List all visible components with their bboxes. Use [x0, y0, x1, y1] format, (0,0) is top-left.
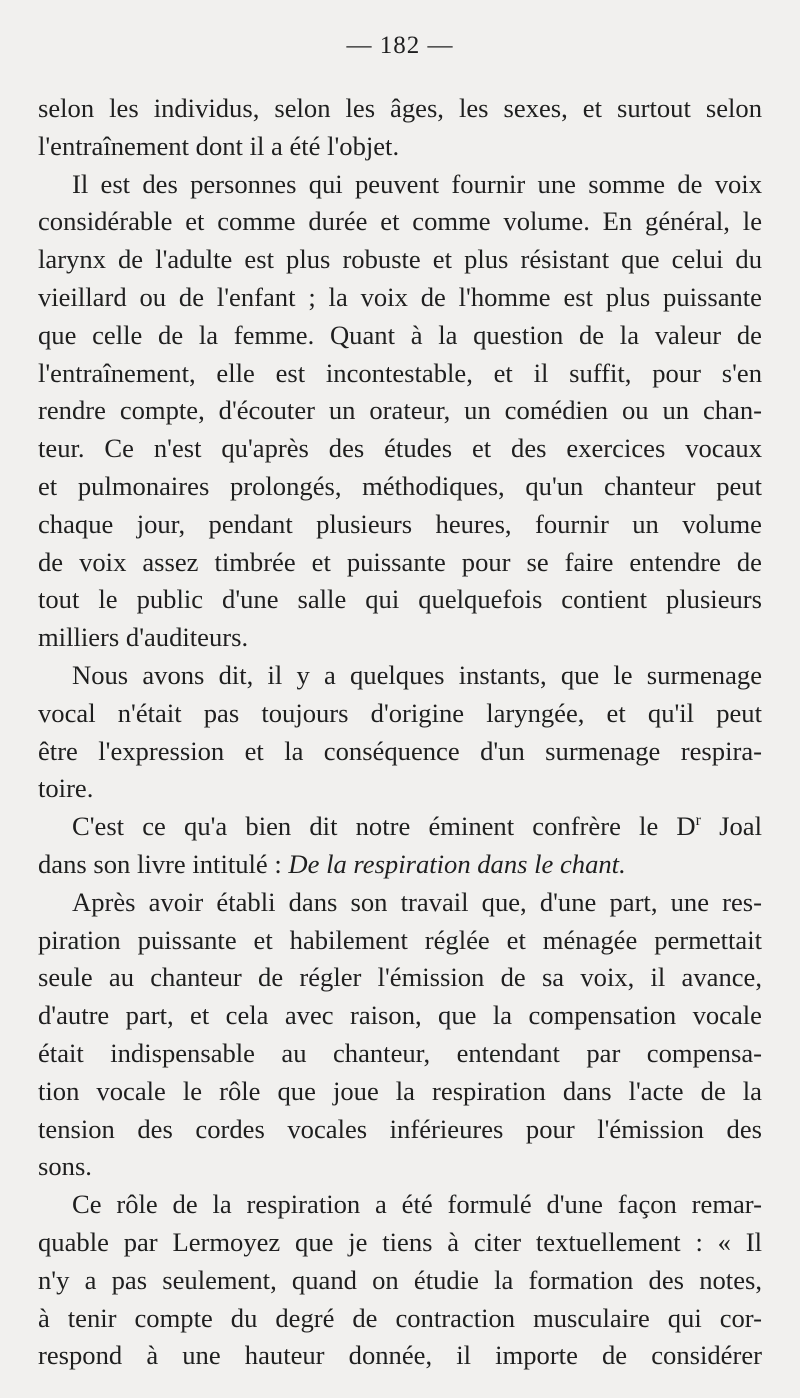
- text-line: [38, 808, 762, 846]
- text-line: seule au chanteur de régler l'émission de sa voix, il avance,: [38, 962, 762, 993]
- text-line: chaque jour, pendant plusieurs heures, fournir un volume: [38, 508, 762, 539]
- text-line: selon les individus, selon les âges, les sexes, et surtout selon: [38, 93, 762, 123]
- text-line: Il est des personnes qui peuvent fournir une somme de voix: [72, 168, 762, 199]
- text-line: l'entraînement dont il a été l'objet.: [38, 130, 400, 161]
- text-line: milliers d'auditeurs.: [38, 622, 249, 653]
- text-line: teur. Ce n'est qu'après des études et des exercices vocaux: [38, 433, 762, 464]
- text-line: l'entraînement, elle est incontestable, et il suffit, pour s'en: [38, 357, 762, 388]
- text-line: d'autre part, et cela avec raison, que la compensation vocale: [38, 1000, 762, 1031]
- paragraph-continuation: [38, 90, 762, 166]
- paragraph: [38, 884, 762, 1186]
- paragraph: [38, 808, 762, 884]
- text-line: considérable et comme durée et comme volume. En général, le: [38, 206, 762, 237]
- paragraph: [38, 657, 762, 808]
- text-line: Ce rôle de la respiration a été formulé d'une façon remar-: [72, 1189, 762, 1220]
- paragraph: [38, 1186, 762, 1375]
- text-line: tion vocale le rôle que joue la respiration dans l'acte de la: [38, 1075, 762, 1106]
- text-line: que celle de la femme. Quant à la question de la valeur de: [38, 319, 762, 350]
- text-line: Après avoir établi dans son travail que, d'une part, une res-: [72, 886, 762, 917]
- text-line: [38, 846, 762, 884]
- text-line: respond à une hauteur donnée, il importe de considérer: [38, 1340, 762, 1371]
- text-line: vieillard ou de l'enfant ; la voix de l'homme est plus puissante: [38, 281, 762, 312]
- paragraph: [38, 166, 762, 657]
- text-line: rendre compte, d'écouter un orateur, un comédien ou un chan-: [38, 395, 762, 426]
- text-line: était indispensable au chanteur, entendant par compensa-: [38, 1037, 762, 1068]
- text-line: sons.: [38, 1151, 92, 1182]
- text-line: être l'expression et la conséquence d'un surmenage respira-: [38, 735, 762, 766]
- text-segment: C'est ce qu'a bien dit notre éminent confrère le D: [72, 811, 696, 842]
- text-line: à tenir compte du degré de contraction musculaire qui cor-: [38, 1302, 762, 1333]
- book-title: De la respiration dans le chant.: [288, 848, 626, 879]
- text-line: vocal n'était pas toujours d'origine laryngée, et qu'il peut: [38, 697, 762, 728]
- text-line: de voix assez timbrée et puissante pour se faire entendre de: [38, 546, 762, 577]
- text-line: tension des cordes vocales inférieures pour l'émission des: [38, 1113, 762, 1144]
- text-segment: Joal: [700, 811, 762, 842]
- text-line: n'y a pas seulement, quand on étudie la formation des notes,: [38, 1264, 762, 1295]
- text-line: larynx de l'adulte est plus robuste et plus résistant que celui du: [38, 244, 762, 275]
- text-line: quable par Lermoyez que je tiens à citer textuellement : « Il: [38, 1226, 762, 1257]
- superscript: r: [695, 812, 701, 830]
- text-line: et pulmonaires prolongés, méthodiques, qu'un chanteur peut: [38, 470, 762, 501]
- text-line: Nous avons dit, il y a quelques instants, que le surmenage: [72, 659, 762, 690]
- page-number: — 182 —: [346, 32, 454, 59]
- text-line: tout le public d'une salle qui quelquefois contient plusieurs: [38, 584, 762, 615]
- text-line: toire.: [38, 773, 94, 804]
- text-line: piration puissante et habilement réglée et ménagée permettait: [38, 924, 762, 955]
- text-segment: dans son livre intitulé :: [38, 848, 289, 879]
